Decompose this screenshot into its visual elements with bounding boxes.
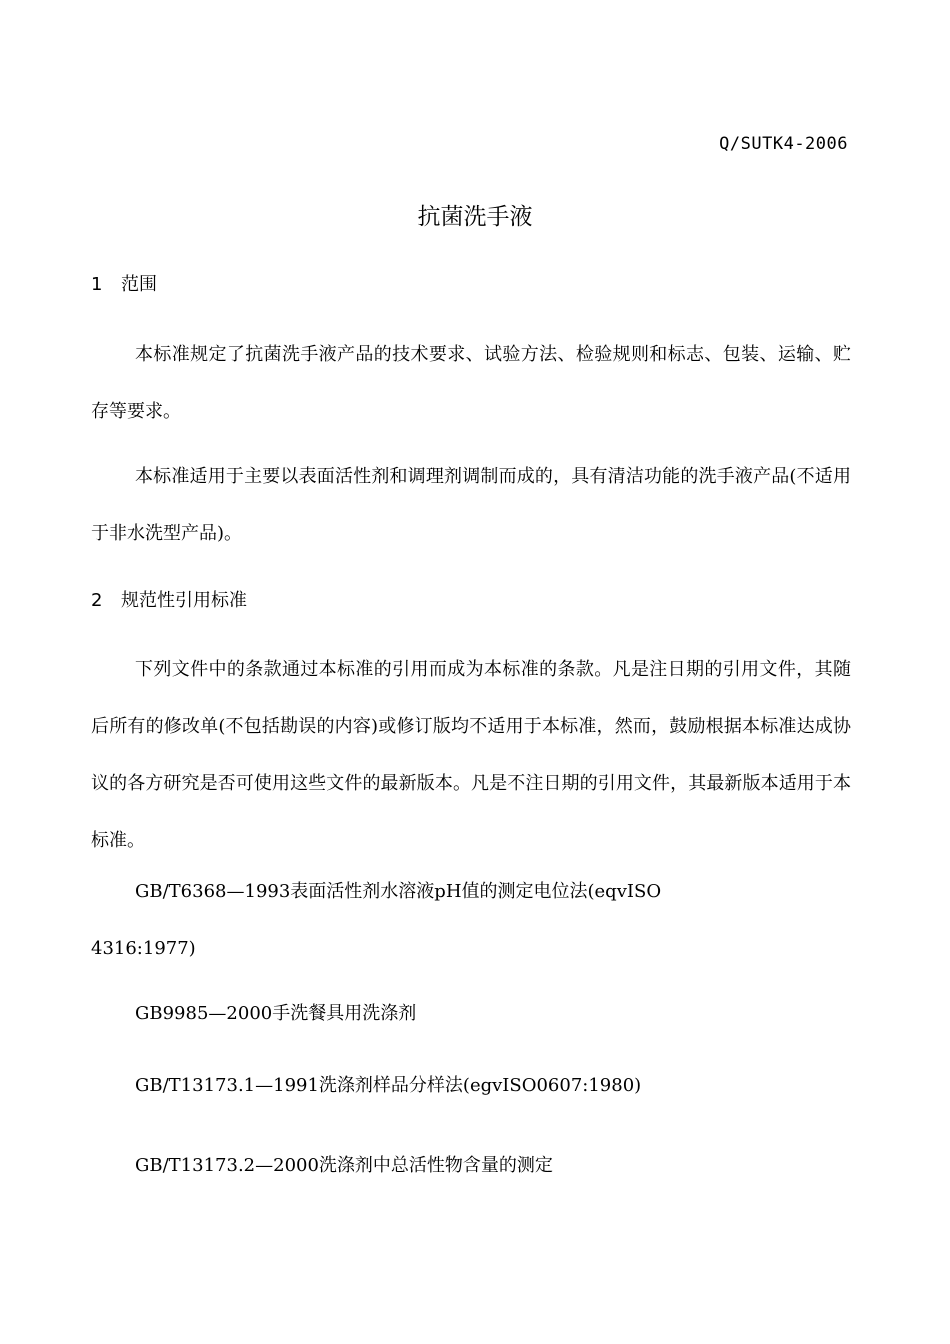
reference-item: GB/T13173.2—2000洗涤剂中总活性物含量的测定 <box>135 1155 553 1176</box>
section-heading-normative-references <box>91 586 247 612</box>
reference-item: GB9985—2000手洗餐具用洗涤剂 <box>135 1003 417 1024</box>
section-title: 范围 <box>121 274 157 295</box>
document-code: Q/SUTK4-2006 <box>719 134 848 154</box>
section-number: 2 <box>91 590 103 611</box>
paragraph-references-intro: 下列文件中的条款通过本标准的引用而成为本标准的条款。凡是注日期的引用文件，其随后所有的修改单(不包括勘误的内容)或修订版均不适用于本标准，然而，鼓励根据本标准达成协议的各方研究是否可使用这些文件的最新版本。凡是不注日期的引用文件，其最新版本适用于本标准。 <box>91 659 851 851</box>
paragraph-scope-1: 本标准规定了抗菌洗手液产品的技术要求、试验方法、检验规则和标志、包装、运输、贮存等要求。 <box>91 344 851 422</box>
section-heading-scope <box>91 270 157 296</box>
section-title: 规范性引用标准 <box>121 590 247 611</box>
reference-item: GB/T6368—1993表面活性剂水溶液pH值的测定电位法(eqvISO 4316:1977) <box>91 881 662 959</box>
paragraph-scope-2: 本标准适用于主要以表面活性剂和调理剂调制而成的，具有清洁功能的洗手液产品(不适用于非水洗型产品)。 <box>91 466 851 544</box>
section-number: 1 <box>91 274 103 295</box>
document-title: 抗菌洗手液 <box>417 204 533 230</box>
reference-item: GB/T13173.1—1991洗涤剂样品分样法(egvISO0607:1980) <box>135 1075 642 1096</box>
